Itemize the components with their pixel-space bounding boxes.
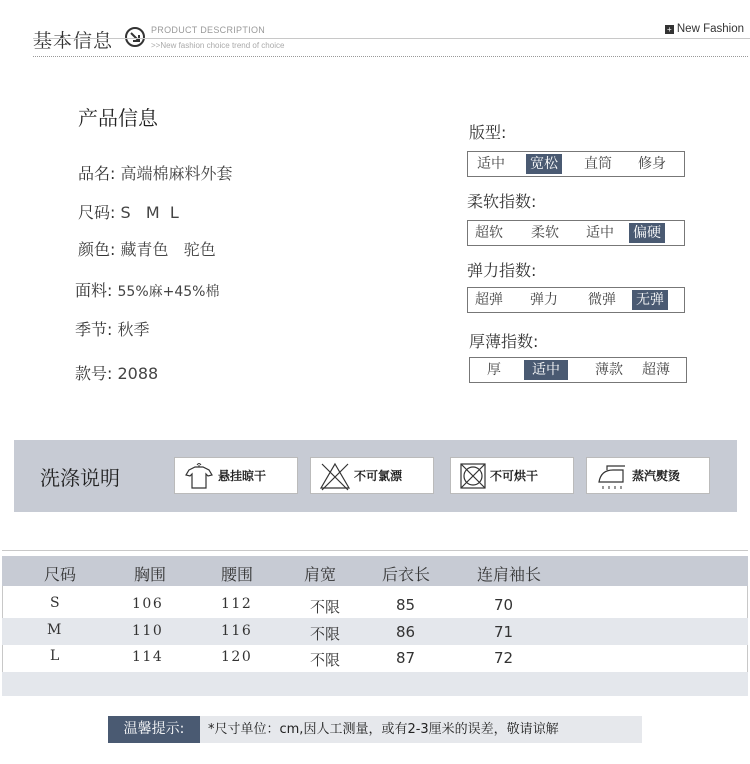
elasticity-scale-label: 弹力指数: [467, 261, 537, 280]
wash-instructions-band [14, 440, 737, 512]
info-row-fabric [75, 278, 219, 301]
header-cell-back-length: 后衣长 [382, 565, 431, 584]
header-cell-sleeve-length: 连肩袖长 [477, 565, 542, 584]
cell-size: M [47, 622, 63, 638]
header-cell-size: 尺码 [44, 565, 77, 584]
header-en-title: PRODUCT DESCRIPTION [151, 25, 266, 35]
info-label: 面料: [75, 281, 113, 300]
cell-back-length: 87 [396, 649, 416, 667]
table-row [2, 591, 748, 618]
header-dotted-divider [33, 56, 748, 57]
info-value: 藏青色 驼色 [120, 240, 216, 259]
cell-back-length: 85 [396, 596, 416, 614]
info-label: 品名: [78, 164, 116, 183]
cell-shoulder: 不限 [310, 625, 341, 643]
tip-label: 温馨提示: [108, 716, 200, 743]
header-title: 基本信息 [33, 30, 114, 52]
header-en-subtitle: >>New fashion choice trend of choice [151, 41, 285, 50]
header-cell-chest: 胸围 [134, 565, 167, 584]
info-label: 尺码: [78, 203, 116, 222]
softness-scale-label: 柔软指数: [467, 192, 537, 211]
wash-item-label: 不可氯漂 [354, 469, 403, 483]
hang-dry-icon [183, 462, 215, 490]
scale-option: 厚 [487, 362, 501, 378]
table-row [2, 645, 748, 672]
wash-item-label: 蒸汽熨烫 [632, 469, 681, 483]
wash-item-label: 悬挂晾干 [218, 469, 267, 483]
info-value: 2088 [117, 364, 159, 383]
new-fashion-badge [665, 23, 744, 35]
scale-option-selected: 无弹 [632, 290, 668, 310]
plus-icon: + [665, 25, 674, 34]
info-value: 55%麻+45%棉 [117, 284, 220, 300]
wash-item-hang-dry [174, 457, 298, 494]
wash-item-steam-iron [586, 457, 710, 494]
thickness-scale [469, 357, 687, 383]
info-row-style-no [75, 361, 158, 384]
cell-sleeve-length: 70 [494, 596, 514, 614]
scale-option: 适中 [586, 225, 614, 241]
scale-option: 超弹 [475, 292, 503, 308]
scale-option: 超薄 [642, 362, 670, 378]
header-cell-waist: 腰围 [221, 565, 254, 584]
table-row [2, 618, 748, 645]
scale-option-selected: 适中 [524, 360, 568, 380]
fit-scale [467, 151, 685, 177]
header-cell-shoulder: 肩宽 [304, 565, 337, 584]
no-bleach-icon [319, 461, 351, 491]
info-row-name [78, 161, 233, 184]
cell-waist: 116 [221, 623, 253, 639]
size-table-top-border [2, 550, 748, 551]
thickness-scale-label: 厚薄指数: [469, 332, 539, 351]
no-tumble-dry-icon [459, 462, 487, 490]
cell-size: S [50, 595, 62, 611]
wash-item-no-bleach [310, 457, 434, 494]
scale-option: 修身 [638, 156, 666, 172]
product-info-title: 产品信息 [78, 106, 158, 130]
scale-option-selected: 宽松 [526, 154, 562, 174]
fit-scale-label: 版型: [469, 123, 507, 142]
info-row-color [78, 237, 216, 260]
scale-option: 直筒 [584, 156, 612, 172]
scale-option: 弹力 [530, 292, 558, 308]
cell-back-length: 86 [396, 623, 416, 641]
cell-shoulder: 不限 [310, 598, 341, 616]
new-fashion-label: New Fashion [676, 23, 744, 35]
cell-waist: 112 [221, 596, 253, 612]
arrow-circle-icon [125, 27, 145, 47]
cell-shoulder: 不限 [310, 651, 341, 669]
size-table-header [2, 556, 748, 586]
cell-sleeve-length: 71 [494, 623, 514, 641]
info-value: 高端棉麻料外套 [120, 164, 233, 183]
cell-size: L [50, 648, 61, 664]
cell-sleeve-length: 72 [494, 649, 514, 667]
scale-option-selected: 偏硬 [629, 223, 665, 243]
header-divider [33, 38, 750, 39]
info-label: 颜色: [78, 240, 116, 259]
info-row-season [75, 317, 150, 340]
wash-title: 洗涤说明 [40, 466, 120, 490]
table-row-empty [2, 672, 748, 696]
scale-option: 柔软 [531, 225, 559, 241]
wash-item-no-tumble-dry [450, 457, 574, 494]
cell-waist: 120 [221, 649, 253, 665]
info-label: 季节: [75, 320, 113, 339]
cell-chest: 106 [132, 596, 164, 612]
wash-item-label: 不可烘干 [490, 469, 539, 483]
cell-chest: 114 [132, 649, 164, 665]
cell-chest: 110 [132, 623, 164, 639]
scale-option: 超软 [475, 225, 503, 241]
scale-option: 适中 [477, 156, 505, 172]
info-value: 秋季 [117, 320, 150, 339]
scale-option: 微弹 [588, 292, 616, 308]
info-row-size [78, 200, 179, 223]
info-label: 款号: [75, 364, 113, 383]
steam-iron-icon [595, 462, 629, 490]
elasticity-scale [467, 287, 685, 313]
softness-scale [467, 220, 685, 246]
tip-text: *尺寸单位：cm,因人工测量，或有2-3厘米的误差，敬请谅解 [200, 716, 642, 743]
scale-option: 薄款 [595, 362, 623, 378]
info-value: S M L [120, 203, 179, 222]
